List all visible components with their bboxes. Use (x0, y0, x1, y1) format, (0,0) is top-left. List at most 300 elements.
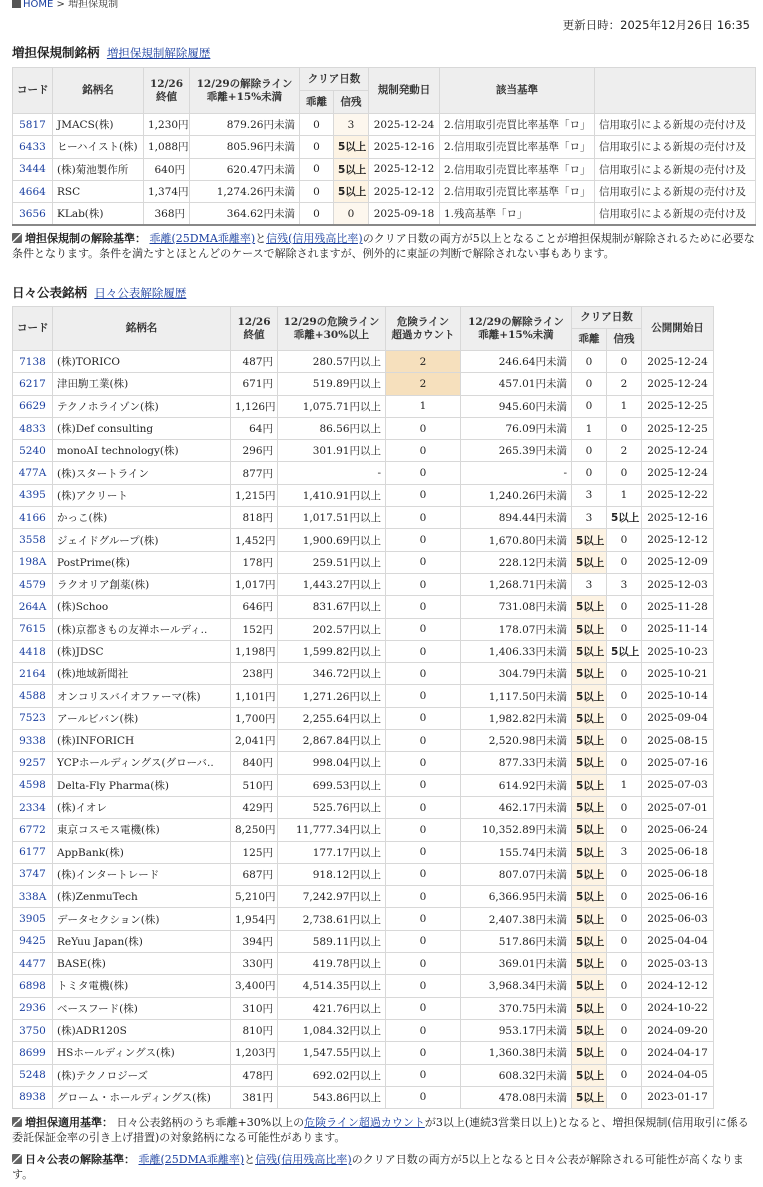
close-price: 510円 (231, 774, 278, 796)
stock-code-link[interactable]: 4477 (19, 957, 46, 970)
start-date: 2025-09-04 (642, 707, 714, 729)
close-price: 2,041円 (231, 730, 278, 752)
danger-count: 0 (386, 975, 461, 997)
stock-name: BASE(株) (53, 953, 231, 975)
stock-code-link[interactable]: 2334 (19, 801, 46, 814)
clear-shinzan: 0 (607, 908, 642, 930)
clear-shinzan: 0 (607, 663, 642, 685)
start-date: 2025-08-15 (642, 730, 714, 752)
start-date: 2025-12-12 (369, 158, 440, 180)
danger-line: 301.91円以上 (278, 440, 386, 462)
danger-line: 1,084.32円以上 (278, 1019, 386, 1041)
col2-release-line: 12/29の解除ライン 乖離+15%未満 (461, 307, 572, 351)
close-price: 877円 (231, 462, 278, 484)
danger-count: 0 (386, 1019, 461, 1041)
clear-kairi: 0 (300, 158, 334, 180)
stock-code-link[interactable]: 5248 (19, 1069, 46, 1082)
release-line: 620.47円未満 (190, 158, 300, 180)
clear-shinzan: 3 (607, 841, 642, 863)
stock-code (13, 975, 53, 997)
clear-kairi: 0 (572, 351, 607, 373)
note2-link-shinzan[interactable]: 信残(信用残高比率) (255, 1153, 352, 1166)
note2-link-kairi[interactable]: 乖離(25DMA乖離率) (138, 1153, 245, 1166)
stock-name: ジェイドグループ(株) (53, 529, 231, 551)
col-close: 12/26 終値 (144, 68, 190, 114)
section2-note1: 増担保適用基準： 日々公表銘柄のうち乖離+30%以上の危険ライン超過カウントが3以上(連続3営業日以上)となると、増担保規制(信用取引に係る委託保証金率の引き上げ措置)の対象銘柄になる可能性があります。 (12, 1116, 749, 1144)
release-line: 364.62円未満 (190, 203, 300, 225)
start-date: 2025-12-24 (642, 351, 714, 373)
section2-title: 日々公表銘柄 (12, 285, 88, 300)
danger-line: 525.76円以上 (278, 796, 386, 818)
danger-count: 0 (386, 997, 461, 1019)
stock-code (13, 863, 53, 885)
table-row (13, 573, 714, 595)
clear-shinzan: 0 (607, 1042, 642, 1064)
table-row (13, 507, 714, 529)
clear-shinzan: 0 (607, 1019, 642, 1041)
clear-shinzan: 2 (607, 440, 642, 462)
stock-code-link[interactable]: 5817 (19, 118, 46, 131)
table-row (13, 774, 714, 796)
release-line: 877.33円未満 (461, 752, 572, 774)
table-row (13, 1064, 714, 1086)
stock-code-link[interactable]: 3750 (19, 1024, 46, 1037)
danger-line: 1,547.55円以上 (278, 1042, 386, 1064)
table-row (13, 908, 714, 930)
stock-code (13, 1019, 53, 1041)
danger-count: 0 (386, 953, 461, 975)
table-row (13, 1086, 714, 1108)
close-price: 238円 (231, 663, 278, 685)
stock-code-link[interactable]: 4395 (19, 489, 46, 502)
release-line: 462.17円未満 (461, 796, 572, 818)
clear-shinzan: 0 (334, 203, 369, 225)
pencil-icon (12, 233, 22, 243)
stock-code-link[interactable]: 4166 (19, 511, 46, 524)
stock-code (13, 551, 53, 573)
close-price: 1,198円 (231, 640, 278, 662)
criteria-detail: 信用取引による新規の売付け及 (595, 136, 756, 158)
close-price: 810円 (231, 1019, 278, 1041)
stock-name: (株)菊池製作所 (53, 158, 144, 180)
clear-shinzan: 0 (607, 1064, 642, 1086)
updated-timestamp: 更新日時：2025年12月26日 16:35 (562, 18, 750, 32)
danger-count: 0 (386, 640, 461, 662)
stock-name: 津田駒工業(株) (53, 373, 231, 395)
close-price: 125円 (231, 841, 278, 863)
release-line: 246.64円未満 (461, 351, 572, 373)
close-price: 296円 (231, 440, 278, 462)
stock-code-link[interactable]: 4418 (19, 645, 46, 658)
clear-shinzan: 0 (607, 685, 642, 707)
section1-title-row (12, 43, 210, 61)
stock-code (13, 395, 53, 417)
clear-kairi: 5以上 (572, 953, 607, 975)
close-price: 1,203円 (231, 1042, 278, 1064)
danger-count: 0 (386, 685, 461, 707)
start-date: 2025-06-18 (642, 863, 714, 885)
stock-code-link[interactable]: 3444 (19, 163, 46, 176)
danger-line: 918.12円以上 (278, 863, 386, 885)
section2-table (12, 306, 714, 1109)
stock-code-link[interactable]: 5240 (19, 444, 46, 457)
stock-code-link[interactable]: 198A (18, 556, 47, 569)
close-price: 330円 (231, 953, 278, 975)
start-date: 2025-11-28 (642, 596, 714, 618)
danger-count: 0 (386, 462, 461, 484)
start-date: 2025-12-25 (642, 395, 714, 417)
stock-name: (株)TORICO (53, 351, 231, 373)
release-line: 1,240.26円未満 (461, 484, 572, 506)
stock-code-link[interactable]: 3905 (19, 913, 46, 926)
clear-kairi: 0 (300, 136, 334, 158)
close-price: 1,374円 (144, 180, 190, 202)
clear-kairi: 5以上 (572, 930, 607, 952)
col2-start-date: 公開開始日 (642, 307, 714, 351)
clear-kairi: 5以上 (572, 863, 607, 885)
close-price: 8,250円 (231, 819, 278, 841)
col2-shinzan: 信残 (607, 329, 642, 351)
stock-code-link[interactable]: 4598 (19, 779, 46, 792)
clear-kairi: 5以上 (572, 1064, 607, 1086)
danger-line: - (278, 462, 386, 484)
clear-shinzan: 0 (607, 953, 642, 975)
release-line: 76.09円未満 (461, 417, 572, 439)
clear-kairi: 0 (572, 395, 607, 417)
close-price: 1,101円 (231, 685, 278, 707)
clear-kairi: 1 (572, 417, 607, 439)
stock-code (13, 373, 53, 395)
clear-kairi: 5以上 (572, 752, 607, 774)
close-price: 310円 (231, 997, 278, 1019)
close-price: 818円 (231, 507, 278, 529)
stock-code-link[interactable]: 6177 (19, 846, 46, 859)
clear-shinzan: 0 (607, 997, 642, 1019)
clear-shinzan: 0 (607, 596, 642, 618)
table-row (13, 930, 714, 952)
start-date: 2025-12-16 (642, 507, 714, 529)
stock-code-link[interactable]: 4579 (19, 578, 46, 591)
start-date: 2025-12-24 (642, 373, 714, 395)
stock-name: ラクオリア創薬(株) (53, 573, 231, 595)
table-row (13, 819, 714, 841)
release-line: 1,982.82円未満 (461, 707, 572, 729)
stock-code (13, 1064, 53, 1086)
stock-code-link[interactable]: 477A (18, 467, 47, 480)
table-row (13, 796, 714, 818)
clear-shinzan: 5以上 (607, 507, 642, 529)
danger-count: 0 (386, 618, 461, 640)
col2-close: 12/26 終値 (231, 307, 278, 351)
criteria: 1.残高基準「ロ」 (440, 203, 595, 225)
note-link-shinzan[interactable]: 信残(信用残高比率) (266, 232, 363, 245)
stock-code-link[interactable]: 9338 (19, 734, 46, 747)
close-price: 646円 (231, 596, 278, 618)
start-date: 2025-03-13 (642, 953, 714, 975)
start-date: 2025-06-16 (642, 886, 714, 908)
clear-shinzan: 0 (607, 417, 642, 439)
release-line: 807.07円未満 (461, 863, 572, 885)
danger-line: 1,599.82円以上 (278, 640, 386, 662)
start-date: 2025-12-03 (642, 573, 714, 595)
stock-code (13, 730, 53, 752)
close-price: 3,400円 (231, 975, 278, 997)
release-line: 614.92円未満 (461, 774, 572, 796)
table-row (13, 886, 714, 908)
release-line: 457.01円未満 (461, 373, 572, 395)
stock-code-link[interactable]: 7615 (19, 623, 46, 636)
stock-code (13, 796, 53, 818)
col-kairi: 乖離 (300, 91, 334, 114)
stock-code-link[interactable]: 2936 (19, 1002, 46, 1015)
clear-shinzan: 5以上 (607, 640, 642, 662)
col2-code: コード (13, 307, 53, 351)
stock-code-link[interactable]: 3558 (19, 534, 46, 547)
stock-code (13, 462, 53, 484)
stock-code (13, 752, 53, 774)
col2-clear-days: クリア日数 (572, 307, 642, 329)
criteria: 2.信用取引売買比率基準「ロ」 (440, 180, 595, 202)
danger-line: 11,777.34円以上 (278, 819, 386, 841)
release-line: - (461, 462, 572, 484)
release-line: 894.44円未満 (461, 507, 572, 529)
danger-count: 0 (386, 886, 461, 908)
start-date: 2024-09-20 (642, 1019, 714, 1041)
table-row (13, 707, 714, 729)
stock-code-link[interactable]: 3747 (19, 868, 46, 881)
close-price: 1,088円 (144, 136, 190, 158)
stock-name: (株)ZenmuTech (53, 886, 231, 908)
danger-count: 0 (386, 752, 461, 774)
stock-code-link[interactable]: 6629 (19, 400, 46, 413)
table-row (13, 841, 714, 863)
release-line: 6,366.95円未満 (461, 886, 572, 908)
stock-code (13, 774, 53, 796)
close-price: 429円 (231, 796, 278, 818)
release-line: 155.74円未満 (461, 841, 572, 863)
table-row (13, 863, 714, 885)
danger-line: 2,738.61円以上 (278, 908, 386, 930)
stock-name: PostPrime(株) (53, 551, 231, 573)
release-line: 945.60円未満 (461, 395, 572, 417)
stock-code-link[interactable]: 7138 (19, 355, 46, 368)
release-line: 879.26円未満 (190, 114, 300, 136)
stock-code-link[interactable]: 8938 (19, 1091, 46, 1104)
danger-count: 0 (386, 596, 461, 618)
criteria: 2.信用取引売買比率基準「ロ」 (440, 136, 595, 158)
clear-shinzan: 0 (607, 707, 642, 729)
start-date: 2025-07-01 (642, 796, 714, 818)
stock-code-link[interactable]: 4664 (19, 185, 46, 198)
breadcrumb (12, 0, 118, 10)
note-link-danger-count[interactable]: 危険ライン超過カウント (304, 1116, 425, 1129)
col-release-line: 12/29の解除ライン 乖離+15%未満 (190, 68, 300, 114)
section1-history-link[interactable]: 増担保規制解除履歴 (106, 46, 211, 60)
stock-code-link[interactable]: 264A (18, 600, 47, 613)
section1-title: 増担保規制銘柄 (12, 45, 100, 60)
clear-kairi: 5以上 (572, 1086, 607, 1108)
stock-code-link[interactable]: 4833 (19, 422, 46, 435)
release-line: 953.17円未満 (461, 1019, 572, 1041)
stock-code-link[interactable]: 3656 (19, 207, 46, 220)
close-price: 368円 (144, 203, 190, 225)
danger-line: 1,410.91円以上 (278, 484, 386, 506)
release-line: 517.86円未満 (461, 930, 572, 952)
clear-kairi: 0 (300, 203, 334, 225)
clear-shinzan: 0 (607, 1086, 642, 1108)
danger-line: 1,075.71円以上 (278, 395, 386, 417)
section1-note: 増担保規制の解除基準： 乖離(25DMA乖離率)と信残(信用残高比率)のクリア日数の両方が5以上となることが増担保規制が解除されるために必要な条件となります。条件を満たすとほとんどのケースで解除されますが、例外的に東証の判断で解除されない事もあります。 (12, 232, 755, 260)
clear-kairi: 5以上 (572, 975, 607, 997)
clear-shinzan: 0 (607, 796, 642, 818)
stock-name: (株)イオレ (53, 796, 231, 818)
stock-name: (株)スタートライン (53, 462, 231, 484)
clear-kairi: 0 (572, 462, 607, 484)
stock-code-link[interactable]: 6772 (19, 823, 46, 836)
stock-name: (株)京都きもの友禅ホールディ.. (53, 618, 231, 640)
clear-kairi: 0 (572, 440, 607, 462)
table-row (13, 114, 756, 136)
close-price: 1,215円 (231, 484, 278, 506)
stock-code (13, 1086, 53, 1108)
clear-shinzan: 0 (607, 730, 642, 752)
clear-shinzan: 0 (607, 752, 642, 774)
release-line: 370.75円未満 (461, 997, 572, 1019)
col-name: 銘柄名 (53, 68, 144, 114)
stock-code (13, 1042, 53, 1064)
danger-count: 0 (386, 417, 461, 439)
clear-shinzan: 1 (607, 395, 642, 417)
start-date: 2025-10-14 (642, 685, 714, 707)
criteria: 2.信用取引売買比率基準「ロ」 (440, 158, 595, 180)
stock-code (13, 841, 53, 863)
stock-code-link[interactable]: 6898 (19, 979, 46, 992)
release-line: 1,117.50円未満 (461, 685, 572, 707)
start-date: 2025-12-12 (369, 180, 440, 202)
table-row (13, 529, 714, 551)
criteria-detail: 信用取引による新規の売付け及 (595, 203, 756, 225)
stock-code (13, 685, 53, 707)
clear-kairi: 5以上 (572, 596, 607, 618)
clear-kairi: 5以上 (572, 841, 607, 863)
clear-shinzan: 3 (607, 573, 642, 595)
danger-line: 1,443.27円以上 (278, 573, 386, 595)
danger-count: 0 (386, 819, 461, 841)
stock-code-link[interactable]: 4588 (19, 690, 46, 703)
close-price: 1,452円 (231, 529, 278, 551)
clear-shinzan: 0 (607, 863, 642, 885)
clear-kairi: 5以上 (572, 1042, 607, 1064)
stock-name: (株)Def consulting (53, 417, 231, 439)
start-date: 2024-10-22 (642, 997, 714, 1019)
stock-code (13, 507, 53, 529)
section2-history-link[interactable]: 日々公表解除履歴 (94, 286, 187, 300)
stock-code-link[interactable]: 338A (18, 890, 47, 903)
clear-shinzan: 0 (607, 886, 642, 908)
close-price: 840円 (231, 752, 278, 774)
note-link-kairi[interactable]: 乖離(25DMA乖離率) (149, 232, 256, 245)
table-row (13, 158, 756, 180)
stock-code-link[interactable]: 9425 (19, 935, 46, 948)
stock-code (13, 351, 53, 373)
stock-code (13, 573, 53, 595)
clear-kairi: 0 (300, 180, 334, 202)
stock-code (13, 440, 53, 462)
stock-code (13, 707, 53, 729)
stock-code-link[interactable]: 6433 (19, 140, 46, 153)
danger-count: 0 (386, 730, 461, 752)
stock-code (13, 529, 53, 551)
breadcrumb-home-link[interactable]: HOME (23, 0, 54, 10)
stock-code (13, 180, 53, 202)
danger-line: 1,271.26円以上 (278, 685, 386, 707)
clear-kairi: 5以上 (572, 529, 607, 551)
stock-code-link[interactable]: 2164 (19, 667, 46, 680)
table-row (13, 1019, 714, 1041)
close-price: 478円 (231, 1064, 278, 1086)
table-row (13, 953, 714, 975)
start-date: 2025-04-04 (642, 930, 714, 952)
stock-name: JMACS(株) (53, 114, 144, 136)
stock-code (13, 114, 53, 136)
clear-shinzan: 1 (607, 774, 642, 796)
col2-danger-count: 危険ライン 超過カウント (386, 307, 461, 351)
start-date: 2024-04-17 (642, 1042, 714, 1064)
stock-code (13, 819, 53, 841)
stock-name: グローム・ホールディングス(株) (53, 1086, 231, 1108)
stock-name: 東京コスモス電機(株) (53, 819, 231, 841)
danger-line: 4,514.35円以上 (278, 975, 386, 997)
close-price: 64円 (231, 417, 278, 439)
start-date: 2025-07-03 (642, 774, 714, 796)
stock-code-link[interactable]: 7523 (19, 712, 46, 725)
start-date: 2024-04-05 (642, 1064, 714, 1086)
clear-shinzan: 0 (607, 930, 642, 952)
clear-kairi: 5以上 (572, 663, 607, 685)
danger-count: 0 (386, 1042, 461, 1064)
clear-kairi: 3 (572, 573, 607, 595)
stock-code (13, 908, 53, 930)
danger-line: 692.02円以上 (278, 1064, 386, 1086)
stock-name: Delta-Fly Pharma(株) (53, 774, 231, 796)
danger-line: 998.04円以上 (278, 752, 386, 774)
danger-count: 1 (386, 395, 461, 417)
start-date: 2025-06-03 (642, 908, 714, 930)
stock-name: ヒーハイスト(株) (53, 136, 144, 158)
clear-shinzan: 5以上 (334, 158, 369, 180)
danger-count: 0 (386, 440, 461, 462)
danger-count: 2 (386, 373, 461, 395)
table-row (13, 417, 714, 439)
stock-code-link[interactable]: 9257 (19, 756, 46, 769)
col-start-date: 規制発動日 (369, 68, 440, 114)
danger-line: 202.57円以上 (278, 618, 386, 640)
close-price: 152円 (231, 618, 278, 640)
release-line: 608.32円未満 (461, 1064, 572, 1086)
stock-code-link[interactable]: 6217 (19, 377, 46, 390)
stock-code-link[interactable]: 8699 (19, 1046, 46, 1059)
home-icon (12, 0, 21, 8)
danger-line: 346.72円以上 (278, 663, 386, 685)
stock-code (13, 618, 53, 640)
release-line: 304.79円未満 (461, 663, 572, 685)
clear-kairi: 5以上 (572, 819, 607, 841)
start-date: 2025-10-23 (642, 640, 714, 662)
danger-count: 0 (386, 930, 461, 952)
col2-name: 銘柄名 (53, 307, 231, 351)
stock-code (13, 953, 53, 975)
release-line: 478.08円未満 (461, 1086, 572, 1108)
